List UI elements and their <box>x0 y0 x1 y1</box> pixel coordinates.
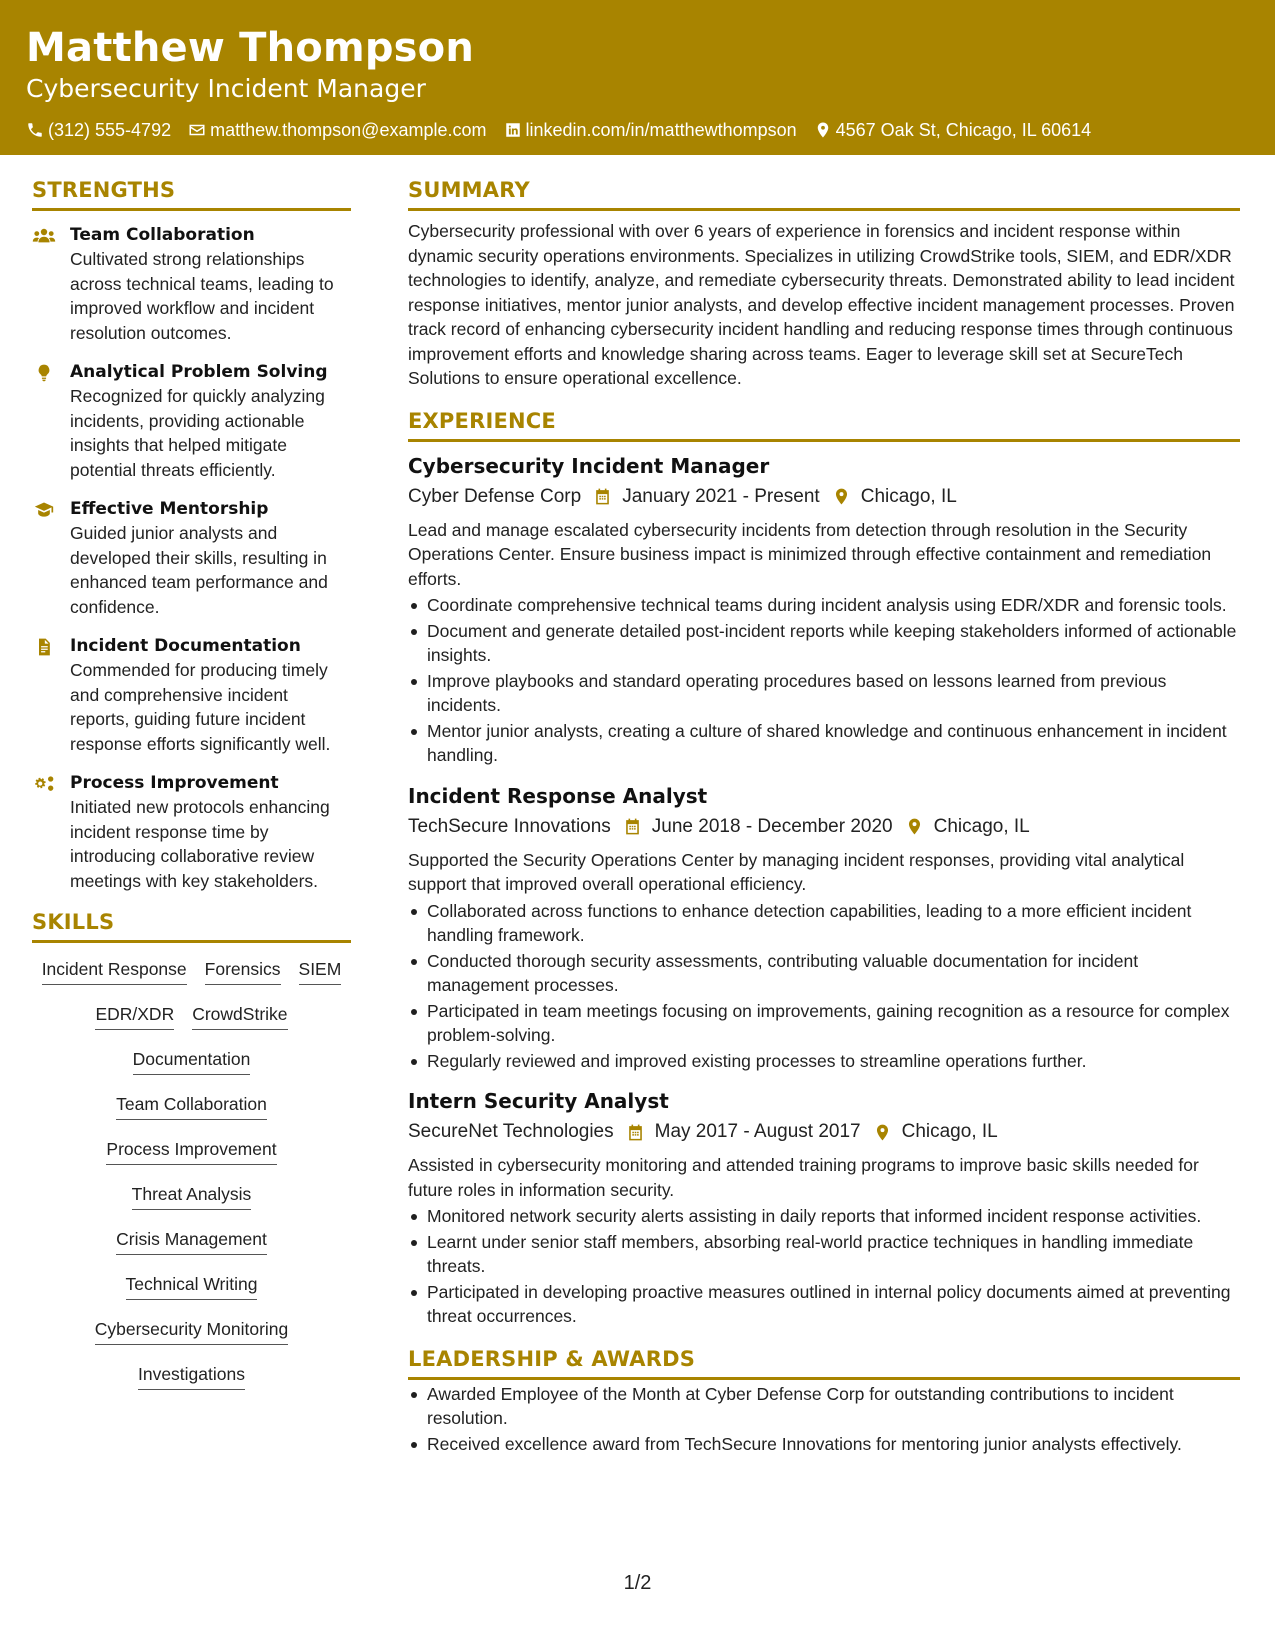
skill-tag: Team Collaboration <box>116 1092 267 1120</box>
skill-tag: Technical Writing <box>126 1272 258 1300</box>
job-bullets <box>408 1204 1240 1329</box>
job-company: SecureNet Technologies <box>408 1121 614 1142</box>
bullet-item: Document and generate detailed post-incident reports while keeping stakeholders informed of actionable insights. <box>408 619 1240 668</box>
contact-bar <box>26 118 1249 142</box>
skill-tag: Process Improvement <box>106 1137 276 1165</box>
job-location: Chicago, IL <box>933 815 1030 837</box>
strengths-list <box>32 223 351 893</box>
summary-text: Cybersecurity professional with over 6 years of experience in forensics and incident response within dynamic security operations environments. Specializes in utilizing CrowdStrike tools, SIEM, and EDR/XDR technologies to identify, analyze, and remediate cybersecurity threats. Demonstrated ability to lead incident response initiatives, mentor junior analysts, and develop effective incident management processes. Proven track record of enhancing cybersecurity incident handling and reducing response times through continuous improvement efforts and knowledge sharing across teams. Eager to leverage skill set at SecureTech Solutions to ensure operational excellence. <box>408 221 1235 388</box>
skill-tag: Crisis Management <box>116 1227 267 1255</box>
address-text: 4567 Oak St, Chicago, IL 60614 <box>835 120 1092 140</box>
left-column <box>32 176 351 1407</box>
job-meta <box>408 483 1240 511</box>
page-number: 1/2 <box>623 1572 652 1594</box>
job-entry <box>408 1087 1240 1329</box>
strength-title: Process Improvement <box>70 773 279 793</box>
job-dates: June 2018 - December 2020 <box>651 815 893 837</box>
job-desc: Supported the Security Operations Center by managing incident responses, providing vital analytical support that improved overall operational efficiency. <box>408 849 1185 894</box>
strength-desc: Cultivated strong relationships across technical teams, leading to improved workflow and incident resolution outcomes. <box>70 249 334 343</box>
skill-tag: SIEM <box>299 957 342 985</box>
strengths-title: STRENGTHS <box>32 176 351 211</box>
job-company: TechSecure Innovations <box>408 815 611 837</box>
bullet-item: Learnt under senior staff members, absorbing real-world practice techniques in handling immediate threats. <box>408 1230 1240 1279</box>
bullet-item: Regularly reviewed and improved existing processes to streamline operations further. <box>408 1049 1240 1074</box>
experience-title: EXPERIENCE <box>408 407 1240 442</box>
strength-title: Effective Mentorship <box>70 499 269 519</box>
skills-title: SKILLS <box>32 908 351 943</box>
awards-list <box>408 1382 1240 1457</box>
calendar-icon <box>593 487 612 506</box>
job-desc: Assisted in cybersecurity monitoring and attended training programs to improve basic skills needed for future roles in information security. <box>408 1155 1199 1200</box>
right-column <box>408 176 1240 1457</box>
strength-item <box>32 360 351 482</box>
strength-desc: Guided junior analysts and developed their skills, resulting in enhanced team performance and confidence. <box>70 523 328 617</box>
bullet-item: Collaborated across functions to enhance detection capabilities, leading to a more efficient incident handling framework. <box>408 899 1240 948</box>
awards-title: LEADERSHIP & AWARDS <box>408 1345 1240 1380</box>
job-location: Chicago, IL <box>901 1121 998 1142</box>
graduation-cap-icon <box>32 500 56 520</box>
job-title: Cybersecurity Incident Manager <box>408 453 770 478</box>
strength-item <box>32 223 351 345</box>
email-icon <box>188 121 206 139</box>
contact-email[interactable] <box>188 118 486 142</box>
skills-list <box>32 957 351 1407</box>
location-icon <box>814 121 832 139</box>
location-icon <box>873 1123 892 1142</box>
skill-tag: Forensics <box>205 957 281 985</box>
contact-phone <box>26 118 171 142</box>
job-company: Cyber Defense Corp <box>408 485 582 507</box>
calendar-icon <box>623 817 642 836</box>
bullet-item: Coordinate comprehensive technical teams during incident analysis using EDR/XDR and forensic tools. <box>408 593 1240 618</box>
job-bullets <box>408 899 1240 1074</box>
award-item: Awarded Employee of the Month at Cyber Defense Corp for outstanding contributions to incident resolution. <box>408 1382 1240 1431</box>
bullet-item: Improve playbooks and standard operating procedures based on lessons learned from previous incidents. <box>408 669 1240 718</box>
contact-address <box>814 118 1092 142</box>
calendar-icon <box>626 1123 645 1142</box>
bullet-item: Conducted thorough security assessments, contributing valuable documentation for incident management processes. <box>408 949 1240 998</box>
summary-title: SUMMARY <box>408 176 1240 211</box>
strength-desc: Commended for producing timely and comprehensive incident reports, guiding future incident response efforts significantly well. <box>70 660 331 754</box>
experience-section <box>408 407 1240 1329</box>
candidate-role: Cybersecurity Incident Manager <box>26 74 426 103</box>
skill-tag: EDR/XDR <box>95 1002 174 1030</box>
bullet-item: Monitored network security alerts assisting in daily reports that informed incident response activities. <box>408 1204 1240 1229</box>
strength-item <box>32 771 351 893</box>
bullet-item: Mentor junior analysts, creating a culture of shared knowledge and continuous enhancement in incident handling. <box>408 719 1240 768</box>
skill-tag: Cybersecurity Monitoring <box>95 1317 289 1345</box>
strength-title: Incident Documentation <box>70 636 301 656</box>
skill-tag: Documentation <box>133 1047 251 1075</box>
job-entry <box>408 452 1240 768</box>
skill-tag: Threat Analysis <box>132 1182 252 1210</box>
bullet-item: Participated in team meetings focusing on improvements, gaining recognition as a resource for complex problem-solving. <box>408 999 1240 1048</box>
phone-text: (312) 555-4792 <box>48 120 172 140</box>
strength-item <box>32 497 351 619</box>
candidate-name: Matthew Thompson <box>26 25 475 71</box>
strength-desc: Initiated new protocols enhancing incident response time by introducing collaborative review meetings with key stakeholders. <box>70 797 330 891</box>
linkedin-icon <box>504 121 522 139</box>
job-location: Chicago, IL <box>860 485 957 507</box>
bullet-item: Participated in developing proactive measures outlined in internal policy documents aimed at preventing threat occurrences. <box>408 1280 1240 1329</box>
job-dates: January 2021 - Present <box>622 485 820 507</box>
users-icon <box>32 226 56 246</box>
skill-tag: Incident Response <box>42 957 187 985</box>
award-item: Received excellence award from TechSecure Innovations for mentoring junior analysts effectively. <box>408 1432 1240 1457</box>
document-icon <box>32 637 56 657</box>
resume-header <box>0 0 1275 155</box>
gears-icon <box>32 774 56 794</box>
linkedin-text[interactable]: linkedin.com/in/matthewthompson <box>525 120 797 140</box>
skill-tag: CrowdStrike <box>192 1002 287 1030</box>
job-entry <box>408 782 1240 1074</box>
phone-icon <box>26 121 44 139</box>
skill-tag: Investigations <box>138 1362 245 1390</box>
contact-linkedin[interactable] <box>504 118 797 142</box>
job-title: Incident Response Analyst <box>408 783 708 808</box>
strength-desc: Recognized for quickly analyzing incidents, providing actionable insights that helped mitigate potential threats efficiently. <box>70 386 325 480</box>
awards-section <box>408 1345 1240 1457</box>
job-desc: Lead and manage escalated cybersecurity incidents from detection through resolution in the Security Operations Center. Ensure business impact is minimized through effective containment and remediation efforts. <box>408 519 1212 589</box>
job-bullets <box>408 593 1240 768</box>
lightbulb-icon <box>32 363 56 383</box>
location-icon <box>905 817 924 836</box>
location-icon <box>832 487 851 506</box>
job-meta <box>408 1118 1240 1146</box>
job-dates: May 2017 - August 2017 <box>654 1121 861 1142</box>
email-text[interactable]: matthew.thompson@example.com <box>210 120 487 140</box>
strength-item <box>32 634 351 756</box>
job-title: Intern Security Analyst <box>408 1089 669 1113</box>
strength-title: Team Collaboration <box>70 225 255 245</box>
strength-title: Analytical Problem Solving <box>70 362 328 382</box>
job-meta <box>408 813 1240 841</box>
